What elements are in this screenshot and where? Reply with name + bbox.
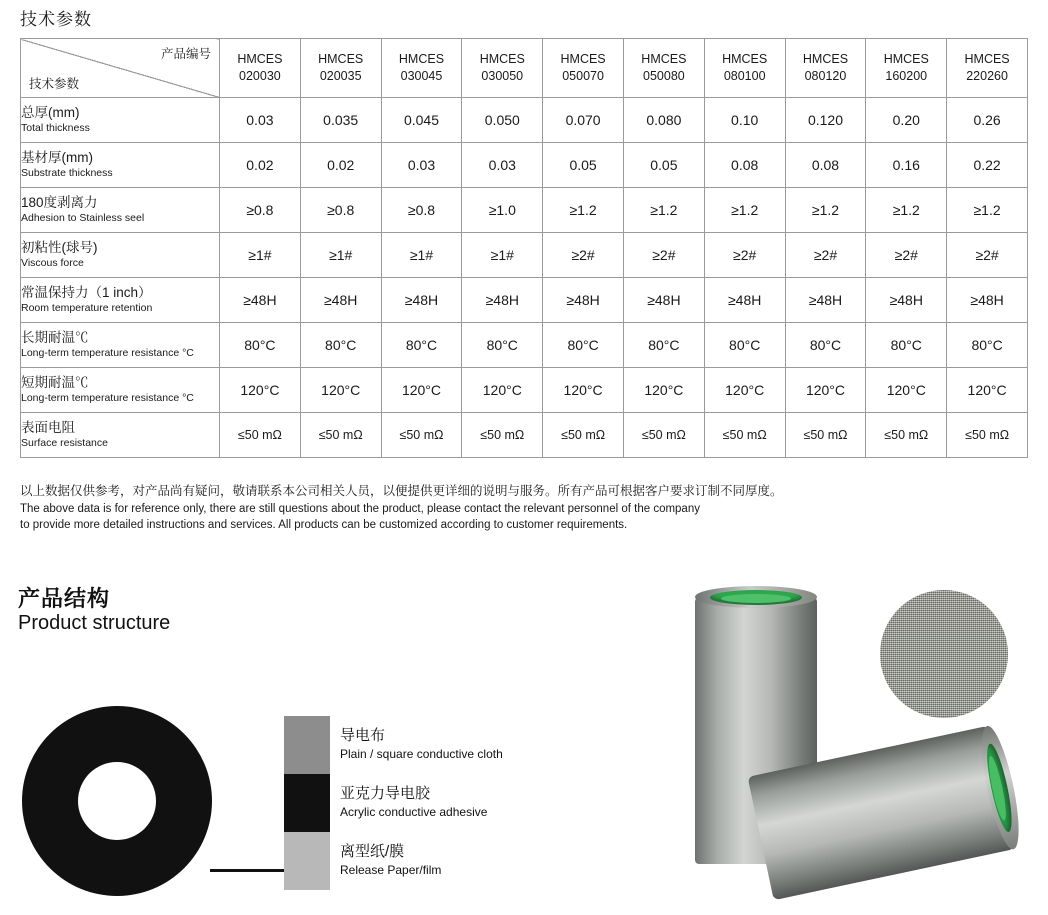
cell-value: 120°C (947, 368, 1028, 413)
cell-value: ≥1# (220, 233, 301, 278)
cell-value: 0.03 (220, 98, 301, 143)
row-label-cn: 总厚(mm) (21, 104, 80, 120)
cell-value: 0.20 (866, 98, 947, 143)
cell-value: 0.05 (623, 143, 704, 188)
legend-item-acrylic-adhesive (340, 784, 640, 842)
column-header-model-6 (623, 39, 704, 98)
cell-value: 80°C (785, 323, 866, 368)
tape-roll-diagram-icon (22, 706, 212, 896)
cell-value: ≥1# (300, 233, 381, 278)
row-header-substrate-thickness (21, 143, 220, 188)
cell-value: 80°C (381, 323, 462, 368)
cell-value: ≤50 mΩ (462, 413, 543, 458)
row-header-short-term-temp (21, 368, 220, 413)
product-photo (640, 560, 1040, 912)
cell-value: 0.045 (381, 98, 462, 143)
row-label-en: Adhesion to Stainless seel (21, 212, 145, 225)
cell-value: ≥2# (623, 233, 704, 278)
cell-value: 0.16 (866, 143, 947, 188)
table-row (21, 368, 1028, 413)
cell-value: ≥0.8 (381, 188, 462, 233)
cell-value: 0.02 (220, 143, 301, 188)
layer-acrylic-adhesive (284, 774, 330, 832)
column-header-model-4 (462, 39, 543, 98)
cell-value: 80°C (704, 323, 785, 368)
cell-value: 0.22 (947, 143, 1028, 188)
legend-label-en: Release Paper/film (340, 863, 442, 878)
corner-label-spec: 技术参数 (29, 77, 80, 91)
cell-value: ≤50 mΩ (623, 413, 704, 458)
model-prefix: HMCES (802, 52, 849, 67)
table-row (21, 323, 1028, 368)
model-number: 080100 (723, 69, 766, 83)
row-header-total-thickness (21, 98, 220, 143)
layer-conductive-cloth (284, 716, 330, 774)
cell-value: 80°C (462, 323, 543, 368)
note-en-line2: to provide more detailed instructions and services. All products can be customized according to customer requirements. (20, 519, 628, 532)
cell-value: ≥1# (381, 233, 462, 278)
cell-value: ≥48H (300, 278, 381, 323)
cell-value: ≥1.2 (785, 188, 866, 233)
cell-value: 120°C (623, 368, 704, 413)
row-label-cn: 长期耐温℃ (21, 329, 89, 345)
row-header-viscous-force (21, 233, 220, 278)
cell-value: 120°C (866, 368, 947, 413)
model-number: 030045 (400, 69, 443, 83)
cell-value: 0.08 (704, 143, 785, 188)
table-row (21, 233, 1028, 278)
cell-value: ≥48H (462, 278, 543, 323)
page-title: 技术参数 (20, 10, 92, 29)
model-number: 050080 (643, 69, 685, 83)
cell-value: 0.08 (785, 143, 866, 188)
column-header-model-3 (381, 39, 462, 98)
cell-value: ≥1.2 (623, 188, 704, 233)
cell-value: ≤50 mΩ (947, 413, 1028, 458)
cell-value: 80°C (220, 323, 301, 368)
table-header-row (21, 39, 1028, 98)
note-en-line1: The above data is for reference only, there are still questions about the product, please contact the relevant personnel of the company (20, 502, 700, 515)
legend-label-cn: 离型纸/膜 (340, 843, 405, 860)
corner-label-product-code: 产品编号 (160, 47, 211, 61)
cell-value: ≥1# (462, 233, 543, 278)
row-label-en: Viscous force (21, 257, 84, 270)
cell-value: 120°C (220, 368, 301, 413)
model-prefix: HMCES (560, 52, 606, 67)
cell-value: ≥48H (381, 278, 462, 323)
cell-value: ≥48H (220, 278, 301, 323)
cell-value: 120°C (300, 368, 381, 413)
cell-value: ≥48H (947, 278, 1028, 323)
cell-value: ≥2# (785, 233, 866, 278)
row-label-cn: 常温保持力（1 inch） (21, 284, 152, 300)
table-row (21, 188, 1028, 233)
roll-core-inner (721, 594, 791, 603)
column-header-model-10 (947, 39, 1028, 98)
table-row (21, 278, 1028, 323)
cell-value: ≥2# (866, 233, 947, 278)
legend-label-en: Plain / square conductive cloth (340, 747, 503, 762)
product-structure-title-en: Product structure (18, 612, 171, 634)
cell-value: ≥48H (543, 278, 624, 323)
row-label-en: Long-term temperature resistance °C (21, 347, 194, 360)
column-header-model-7 (704, 39, 785, 98)
cell-value: ≥0.8 (220, 188, 301, 233)
column-header-model-9 (866, 39, 947, 98)
cell-value: 0.035 (300, 98, 381, 143)
row-label-en: Long-term temperature resistance °C (21, 392, 194, 405)
column-header-model-8 (785, 39, 866, 98)
cell-value: ≥48H (866, 278, 947, 323)
cell-value: ≤50 mΩ (785, 413, 866, 458)
row-label-cn: 180度剥离力 (21, 194, 98, 210)
layer-release-paper (284, 832, 330, 890)
cell-value: ≥1.2 (866, 188, 947, 233)
table-corner-cell (21, 39, 220, 98)
cell-value: ≥1.0 (462, 188, 543, 233)
cell-value: 80°C (623, 323, 704, 368)
cell-value: ≤50 mΩ (866, 413, 947, 458)
cell-value: ≤50 mΩ (543, 413, 624, 458)
row-header-surface-resistance (21, 413, 220, 458)
row-label-en: Substrate thickness (21, 167, 113, 180)
cell-value: ≤50 mΩ (300, 413, 381, 458)
column-header-model-1 (220, 39, 301, 98)
model-number: 020030 (239, 69, 281, 83)
cell-value: 0.10 (704, 98, 785, 143)
row-label-cn: 基材厚(mm) (21, 149, 93, 165)
cell-value: ≤50 mΩ (704, 413, 785, 458)
table-row (21, 143, 1028, 188)
row-label-en: Room temperature retention (21, 302, 153, 315)
cell-value: 80°C (866, 323, 947, 368)
cell-value: 80°C (300, 323, 381, 368)
model-number: 030050 (481, 69, 524, 83)
table-row (21, 413, 1028, 458)
row-label-cn: 短期耐温℃ (21, 374, 89, 390)
cell-value: 120°C (543, 368, 624, 413)
model-number: 220260 (966, 69, 1008, 83)
model-prefix: HMCES (237, 52, 283, 67)
cell-value: ≤50 mΩ (220, 413, 301, 458)
model-prefix: HMCES (479, 52, 525, 67)
cell-value: 0.26 (947, 98, 1028, 143)
row-label-en: Surface resistance (21, 437, 108, 450)
cell-value: 80°C (947, 323, 1028, 368)
cell-value: 120°C (462, 368, 543, 413)
row-label-cn: 表面电阻 (21, 419, 75, 435)
cell-value: ≥2# (543, 233, 624, 278)
model-number: 080120 (804, 69, 847, 83)
legend-label-cn: 亚克力导电胶 (340, 785, 431, 802)
cell-value: 0.03 (381, 143, 462, 188)
model-prefix: HMCES (964, 52, 1010, 67)
cell-value: ≤50 mΩ (381, 413, 462, 458)
row-label-cn: 初粘性(球号) (21, 239, 98, 255)
cell-value: 0.120 (785, 98, 866, 143)
cell-value: 120°C (704, 368, 785, 413)
column-header-model-2 (300, 39, 381, 98)
cell-value: ≥48H (785, 278, 866, 323)
layer-stack-diagram (284, 716, 330, 890)
cell-value: 120°C (381, 368, 462, 413)
disclaimer-note (20, 482, 1020, 534)
cell-value: ≥48H (623, 278, 704, 323)
legend-label-en: Acrylic conductive adhesive (340, 805, 488, 820)
model-prefix: HMCES (398, 52, 445, 67)
model-number: 050070 (562, 69, 604, 83)
spec-table (20, 38, 1028, 458)
cell-value: 0.080 (623, 98, 704, 143)
model-prefix: HMCES (641, 52, 687, 67)
row-label-en: Total thickness (21, 122, 90, 135)
column-header-model-5 (543, 39, 624, 98)
cell-value: 0.070 (543, 98, 624, 143)
cell-value: 0.02 (300, 143, 381, 188)
cell-value: ≥2# (704, 233, 785, 278)
fabric-texture-closeup (880, 590, 1008, 718)
cell-value: ≥48H (704, 278, 785, 323)
cell-value: 120°C (785, 368, 866, 413)
legend-item-release-paper (340, 842, 640, 900)
cell-value: ≥1.2 (947, 188, 1028, 233)
cell-value: 80°C (543, 323, 624, 368)
model-number: 020035 (319, 69, 362, 83)
cell-value: 0.05 (543, 143, 624, 188)
cell-value: ≥1.2 (543, 188, 624, 233)
product-structure-title-cn: 产品结构 (18, 586, 111, 611)
cell-value: 0.03 (462, 143, 543, 188)
table-row (21, 98, 1028, 143)
cell-value: ≥0.8 (300, 188, 381, 233)
row-header-long-term-temp (21, 323, 220, 368)
legend-label-cn: 导电布 (340, 727, 386, 744)
row-header-adhesion (21, 188, 220, 233)
layer-legend (340, 726, 640, 900)
model-prefix: HMCES (722, 52, 768, 67)
legend-item-conductive-cloth (340, 726, 640, 784)
model-prefix: HMCES (318, 52, 364, 67)
spec-table-container (20, 38, 1028, 458)
cell-value: ≥2# (947, 233, 1028, 278)
roll-connector-line (210, 869, 286, 872)
cell-value: ≥1.2 (704, 188, 785, 233)
model-number: 160200 (885, 69, 928, 83)
note-cn: 以上数据仅供参考，对产品尚有疑问，敬请联系本公司相关人员，以便提供更详细的说明与服务。所有产品可根据客户要求订制不同厚度。 (20, 484, 783, 498)
model-prefix: HMCES (883, 52, 929, 67)
row-header-room-temp-retention (21, 278, 220, 323)
cell-value: 0.050 (462, 98, 543, 143)
